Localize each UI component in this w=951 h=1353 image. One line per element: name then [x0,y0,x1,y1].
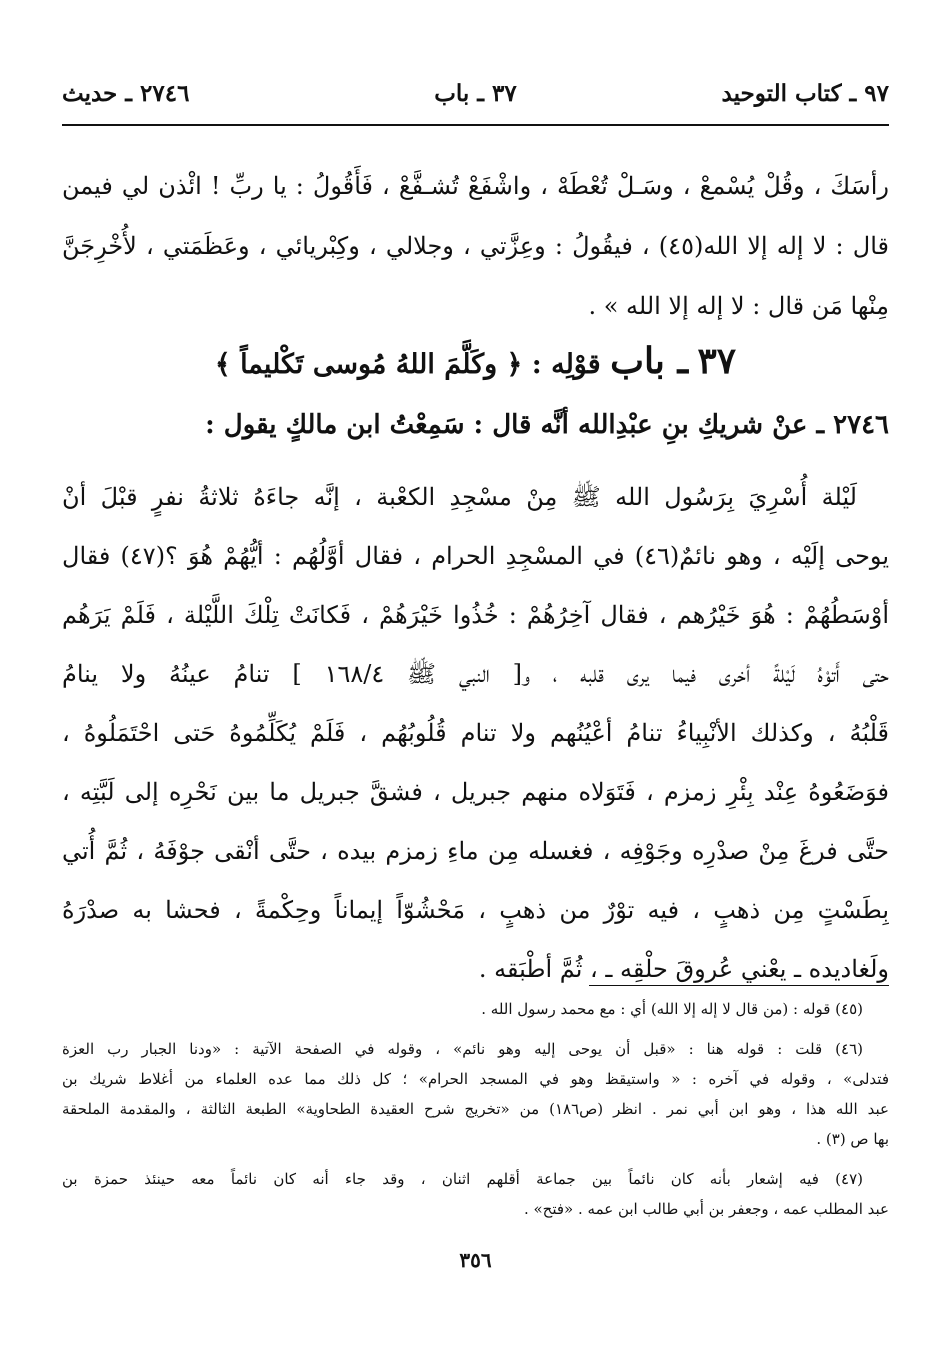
hadith-intro [62,410,889,440]
text-line: بِطَسْتٍ مِن ذهبٍ ، فيه توْرٌ من ذهبٍ ، مَحْشُوّاً إيماناً وحِكْمةً ، فحشا به صدْرَهُ [62,896,889,924]
footnote-46: (٤٦) قلت : قوله هنا : «قبل أن يوحى إليه وهو نائم» ، وقوله في الصفحة الآتية : «ودنا الجبار رب العزة [62,1040,863,1058]
running-header [62,80,889,114]
footnote-45: (٤٥) قوله : (من قال لا إله إلا الله) أي : مع محمد رسول الله . [481,1000,863,1018]
footnote-47-line: عبد المطلب عمه ، وجعفر بن أبي طالب ابن عمه . «فتح» . [523,1200,889,1218]
footnote-rule [589,985,889,986]
header-rule [62,124,889,126]
text-line: ولَغاديده ـ يعْني عُروقَ حلْقِه ـ ، ثُمَّ أطْبَقه . [478,955,889,983]
footnote-46-line: عبد الله هذا ، وهو ابن أبي نمر . انظر (ص١٨٦) من «تخريج شرح العقيدة الطحاوية» الطبعة الثالثة ، والمقدمة الملحقة [62,1100,889,1118]
header-chapter: ٣٧ ـ باب [434,80,517,107]
text-line: أوْسَطُهُمْ : هُوَ خَيْرُهم ، فقال آخِرُهُمْ : خُذُوا خَيْرَهُمْ ، فَكانَتْ تِلْكَ اللَّيْلة ، فَلَمْ يَرَهُم [62,601,889,629]
text-line: لَيْلة أُسْرِيَ بِرَسُول الله ﷺ مِنْ مسْجِدِ الكعْبة ، إنَّه جاءَهُ ثلاثةُ نفرٍ قبْلَ أنْ [62,483,857,511]
previous-hadith-text [62,156,889,336]
text-line: يوحى إلَيْه ، وهو نائمٌ(٤٦) في المسْجِدِ الحرام ، فقال أوَّلُهُم : أيُّهُمْ هُوَ ؟(٤٧) فقال [62,542,889,570]
page-number: ٣٥٦ [459,1248,492,1272]
header-book-title: ٩٧ ـ كتاب التوحيد [721,80,889,107]
hadith-number: ٢٧٤٦ [833,410,889,440]
text-line: حتى أَتوْهُ لَيْلةً أخرى فيما يرى قلبه ، و[ النبي ﷺ ١٦٨/٤ ] تنامُ عينُهُ ولا ينامُ [62,660,889,688]
hadith-isnad: ـ عنْ شريكِ بنِ عبْدِالله أنَّه قال : سَمِعْتُ ابن مالكٍ يقول : [205,410,825,440]
text-line: رأسَكَ ، وقُلْ يُسْمعْ ، وسَـلْ تُعْطَهْ ، واشْفَعْ تُشـفَّعْ ، فَأَقُولُ : يا ربِّ ! ائْذن لي فيمن [62,172,889,200]
footnotes [62,994,889,1224]
footnote-47: (٤٧) فيه إشعار بأنه كان نائماً بين جماعة أقلهم اثنان ، وقد جاء أنه كان نائماً معه حينئذ حمزة بن [62,1170,863,1188]
chapter-number: ٣٧ [697,340,737,382]
text-line: قال : لا إله إلا الله(٤٥) ، فيقُولُ : وعِزَّتي ، وجلالي ، وكِبْريائي ، وعَظَمَتي ، لأُخْرِجَنَّ [62,232,889,260]
hadith-body [62,468,889,999]
text-line: فوَضَعُوهُ عِنْد بِئْرِ زمزم ، فَتَوَلاه منهم جبريل ، فشقَّ جبريل ما بين نَحْرِه إلى لَبَّتِه ، [62,778,889,806]
text-line: مِنْها مَن قال : لا إله إلا الله » . [588,292,889,320]
text-line: حتَّى فرغَ مِنْ صدْرِه وجَوْفِه ، فغسله مِن ماءِ زمزم بيده ، حتَّى أنْقى جوْفَهُ ، ثُمَّ أُتي [62,837,889,865]
chapter-title: ٣٧ ـ باب قوْلِه : ﴿ وكَلَّمَ اللهُ مُوسى تَكْليماً ﴾ [214,340,737,382]
chapter-heading-text: قوْلِه : ﴿ وكَلَّمَ اللهُ مُوسى تَكْليماً ﴾ [214,349,601,380]
text-line: قَلْبُهُ ، وكذلك الأنْبِياءُ تنامُ أعْيُنُهم ولا تنام قُلُوبُهُم ، فَلَمْ يُكَلِّمُوهُ حَتى احْتَمَلُوهُ ، [62,719,889,747]
header-hadith-number: ٢٧٤٦ ـ حديث [62,80,190,107]
footnote-46-line: فتدلى» ، وقوله في آخره : « واستيقظ وهو في المسجد الحرام» ؛ كل ذلك مما عده العلماء من أغلاط شريك بن [62,1070,889,1088]
footnote-46-line: بها ص (٣) . [816,1130,889,1148]
chapter-word: باب [610,340,665,382]
